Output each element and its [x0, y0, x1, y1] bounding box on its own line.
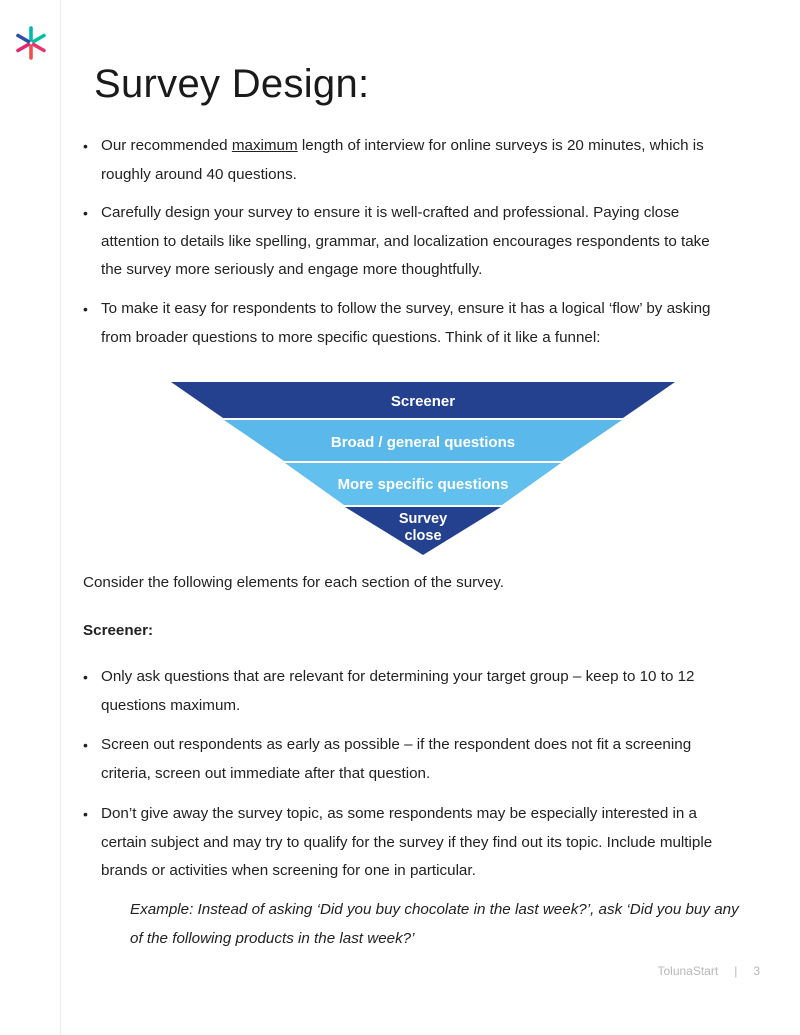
toluna-logo-icon — [14, 26, 48, 60]
funnel-label-broad: Broad / general questions — [330, 434, 516, 451]
bullet-text: Don’t give away the survey topic, as some respondents may be especially interested in a certain subject and may try to qualify for the survey if they find out its topic. Include multiple brands or activities when screening for one in particular. — [101, 805, 713, 879]
bullet-relevant-questions — [83, 663, 723, 720]
bullet-text: Our recommended maximum length of interview for online surveys is 20 minutes, which is roughly around 40 questions. — [101, 137, 704, 183]
bullet-dot: • — [83, 737, 88, 753]
bullet-logical-flow — [83, 295, 723, 352]
bullet-text: Screen out respondents as early as possible – if the respondent does not fit a screening criteria, screen out immediate after that question. — [101, 736, 692, 782]
funnel-label-close: close — [404, 528, 442, 544]
page-number: 3 — [753, 964, 760, 978]
consider-paragraph: Consider the following elements for each section of the survey. — [83, 574, 504, 591]
bullet-screen-early — [83, 731, 723, 788]
page-left-rule — [60, 0, 61, 1035]
bullet-design-quality — [83, 199, 723, 285]
funnel-label-specific: More specific questions — [337, 476, 509, 493]
page-footer — [657, 964, 760, 978]
bullet-dot: • — [83, 138, 88, 154]
underlined-word: maximum — [231, 137, 298, 154]
bullet-dot: • — [83, 301, 88, 317]
bullet-dot: • — [83, 669, 88, 685]
bullet-text: Carefully design your survey to ensure it is well-crafted and professional. Paying close attention to details like spelling, grammar, and localization encourages respondents to take the survey more seriously and engage more thoughtfully. — [101, 204, 710, 278]
bullet-dot: • — [83, 806, 88, 822]
bullet-text: To make it easy for respondents to follow the survey, ensure it has a logical ‘flow’ by asking from broader questions to more specific questions. Think of it like a funnel: — [101, 300, 711, 346]
survey-funnel-diagram — [168, 380, 678, 560]
footer-brand: TolunaStart — [657, 964, 719, 978]
funnel-label-survey: Survey — [398, 511, 448, 527]
example-text: Example: Instead of asking ‘Did you buy chocolate in the last week?’, ask ‘Did you buy any of the following products in the last week?’ — [130, 901, 739, 947]
bullet-hide-topic — [83, 800, 723, 886]
page-title: Survey Design: — [94, 62, 370, 106]
funnel-label-screener: Screener — [390, 393, 456, 410]
screener-heading: Screener: — [83, 622, 154, 639]
bullet-text: Only ask questions that are relevant for determining your target group – keep to 10 to 12 questions maximum. — [101, 668, 695, 714]
footer-separator: | — [734, 964, 738, 978]
bullet-dot: • — [83, 205, 88, 221]
bullet-interview-length — [83, 132, 723, 189]
